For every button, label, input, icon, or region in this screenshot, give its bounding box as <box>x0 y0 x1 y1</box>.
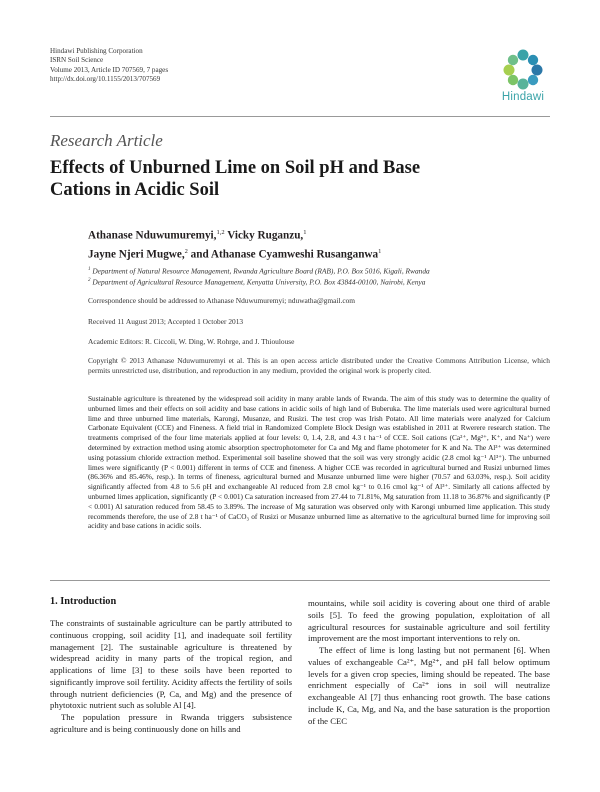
author-list <box>88 225 548 262</box>
author-affiliation-mark: 1 <box>303 229 307 236</box>
author-name: Jayne Njeri Mugwe, <box>88 248 185 261</box>
author-name: Athanase Nduwumuremyi, <box>88 229 217 242</box>
author-name: and Athanase Cyamweshi Rusanganwa <box>187 248 379 261</box>
article-type: Research Article <box>50 131 163 150</box>
body-column-left <box>50 618 292 736</box>
author-affiliation-mark: 1,2 <box>216 229 225 236</box>
correspondence: Correspondence should be addressed to Athanase Nduwumuremyi; nduwatha@gmail.com <box>88 296 356 305</box>
abstract: Sustainable agriculture is threatened by the widespread soil acidity in many arable lands of Rwanda. The aim of this study was to determine the quality of unburned limes and their effects on soil acidity and base cations in acidic soils of high land of Buberuka. The lime materials used were agricultural burned lime and three unburned lime materials, Karongi, Musanze, and Rusizi. The test crop was Irish Potato. All lime materials were analyzed for Calcium Carbonate Equivalent (CCE) and Fineness. A field trial in Randomized Complete Block Design was established in 2011 at Rwerere research station. The treatments comprised of the four lime materials applied at four levels: 0, 1.4, 2.8, and 4.3 t ha⁻¹ of CCE. Soil cations (Ca²⁺, Mg²⁺, K⁺, and Na⁺) were determined by extraction method using atomic absorption spectrophotometer for Ca and Mg and flame photometer for K and Na. The Al³⁺ was determined using potassium chloride extraction method. Experimental soil baseline showed that the soil was very strongly acidic (2.8 cmol kg⁻¹ Al³⁺). The unburned limes were significantly (P < 0.001) different in terms of CCE and fineness. A higher CCE was recorded in agricultural burned and Rusizi unburned limes (86.36% and 85.46%, resp.). In terms of fineness, agricultural burned and Musanze unburned lime were higher (70.57 and 63.03%, resp.). Soil acidity significantly affected from 4.8 to 5.6 pH and exchangeable Al reduced from 2.8 cmol kg⁻¹ to 0.16 cmol kg⁻¹ of Al³⁺. Similarly all cations affected by unburned limes application, significantly (P < 0.001) Ca saturation increased from 27.44 to 71.81%, Mg saturation from 11.18 to 36.87% and significantly (P < 0.001) Al saturation reduced from 58.45 to 3.89%. The increase of Mg saturation was observed only with Karongi unburned lime application. This study recommends therefore, the use of 2.8 t ha⁻¹ of CaCO₃ of Rusizi or Musanze unburned lime as alternative to the agricultural burned lime for improving soil acidity and base cations in acidic soils. <box>88 394 550 531</box>
journal-header <box>50 47 168 84</box>
abstract-divider <box>50 580 550 581</box>
received-dates: Received 11 August 2013; Accepted 1 October 2013 <box>88 317 244 326</box>
paragraph: The effect of lime is long lasting but not permanent [6]. When values of exchangeable Ca²⁺, Mg²⁺, and pH fall below optimum levels for a given crop species, liming should be repeated. The base enrichment especially of Ca²⁺ ions in soil will neutralize exchangeable Al [7] thus enhancing root growth. The base cations include K, Ca, Mg, and Na, and the base saturation is the proportion of the CEC <box>308 645 550 726</box>
affiliations <box>88 265 550 288</box>
author-affiliation-mark: 2 <box>184 247 188 255</box>
paragraph: mountains, while soil acidity is covering about one third of arable soils [5]. To feed the growing population, exploitation of all agricultural resources for sustainable agriculture and soil fertility improvement are the most important interventions to rely on. <box>308 598 550 644</box>
doi-link[interactable]: http://dx.doi.org/10.1155/2013/707569 <box>50 74 161 83</box>
academic-editors: Academic Editors: R. Ciccoli, W. Ding, W. Rohrge, and J. Thioulouse <box>88 337 295 346</box>
author-affiliation-mark: 1 <box>378 247 382 255</box>
section-heading-introduction: 1. Introduction <box>50 596 117 607</box>
affiliation-1: Department of Natural Resource Management, Rwanda Agriculture Board (RAB), P.O. Box 5016, Kigali, Rwanda <box>90 266 430 276</box>
hindawi-logo-text: Hindawi <box>501 91 545 103</box>
affiliation-mark: 2 <box>88 278 91 284</box>
header-divider <box>50 116 550 117</box>
article-title: Effects of Unburned Lime on Soil pH and Base Cations in Acidic Soil <box>50 158 421 200</box>
copyright-notice: Copyright © 2013 Athanase Nduwumuremyi et al. This is an open access article distributed under the Creative Commons Attribution License, which permits unrestricted use, distribution, and reproduction in any medium, provided the original work is properly cited. <box>88 356 550 375</box>
volume-info: Volume 2013, Article ID 707569, 7 pages <box>50 65 169 74</box>
author-name: Vicky Ruganzu, <box>224 229 304 242</box>
paragraph: The constraints of sustainable agriculture can be partly attributed to continuous cropping, soil acidity [1], and inadequate soil fertility management [2]. The sustainable agriculture is threatened by widespread acidity in many parts of the tropical region, and applications of lime [3] to these soils have been reported to significantly improve soil fertility. Acidity affects the fertility of soils through nutrient deficiencies (P, Ca, and Mg) and the presence of phytotoxic nutrient such as soluble Al [4]. <box>50 618 292 711</box>
body-column-right <box>308 598 550 727</box>
affiliation-2: Department of Agricultural Resource Management, Kenyatta University, P.O. Box 43844-00100, Nairobi, Kenya <box>90 277 426 287</box>
journal-name: ISRN Soil Science <box>50 56 104 65</box>
affiliation-mark: 1 <box>88 267 91 272</box>
paragraph: The population pressure in Rwanda triggers subsistence agriculture and is being continuously done on hills and <box>50 712 292 734</box>
publisher-name: Hindawi Publishing Corporation <box>50 47 143 55</box>
